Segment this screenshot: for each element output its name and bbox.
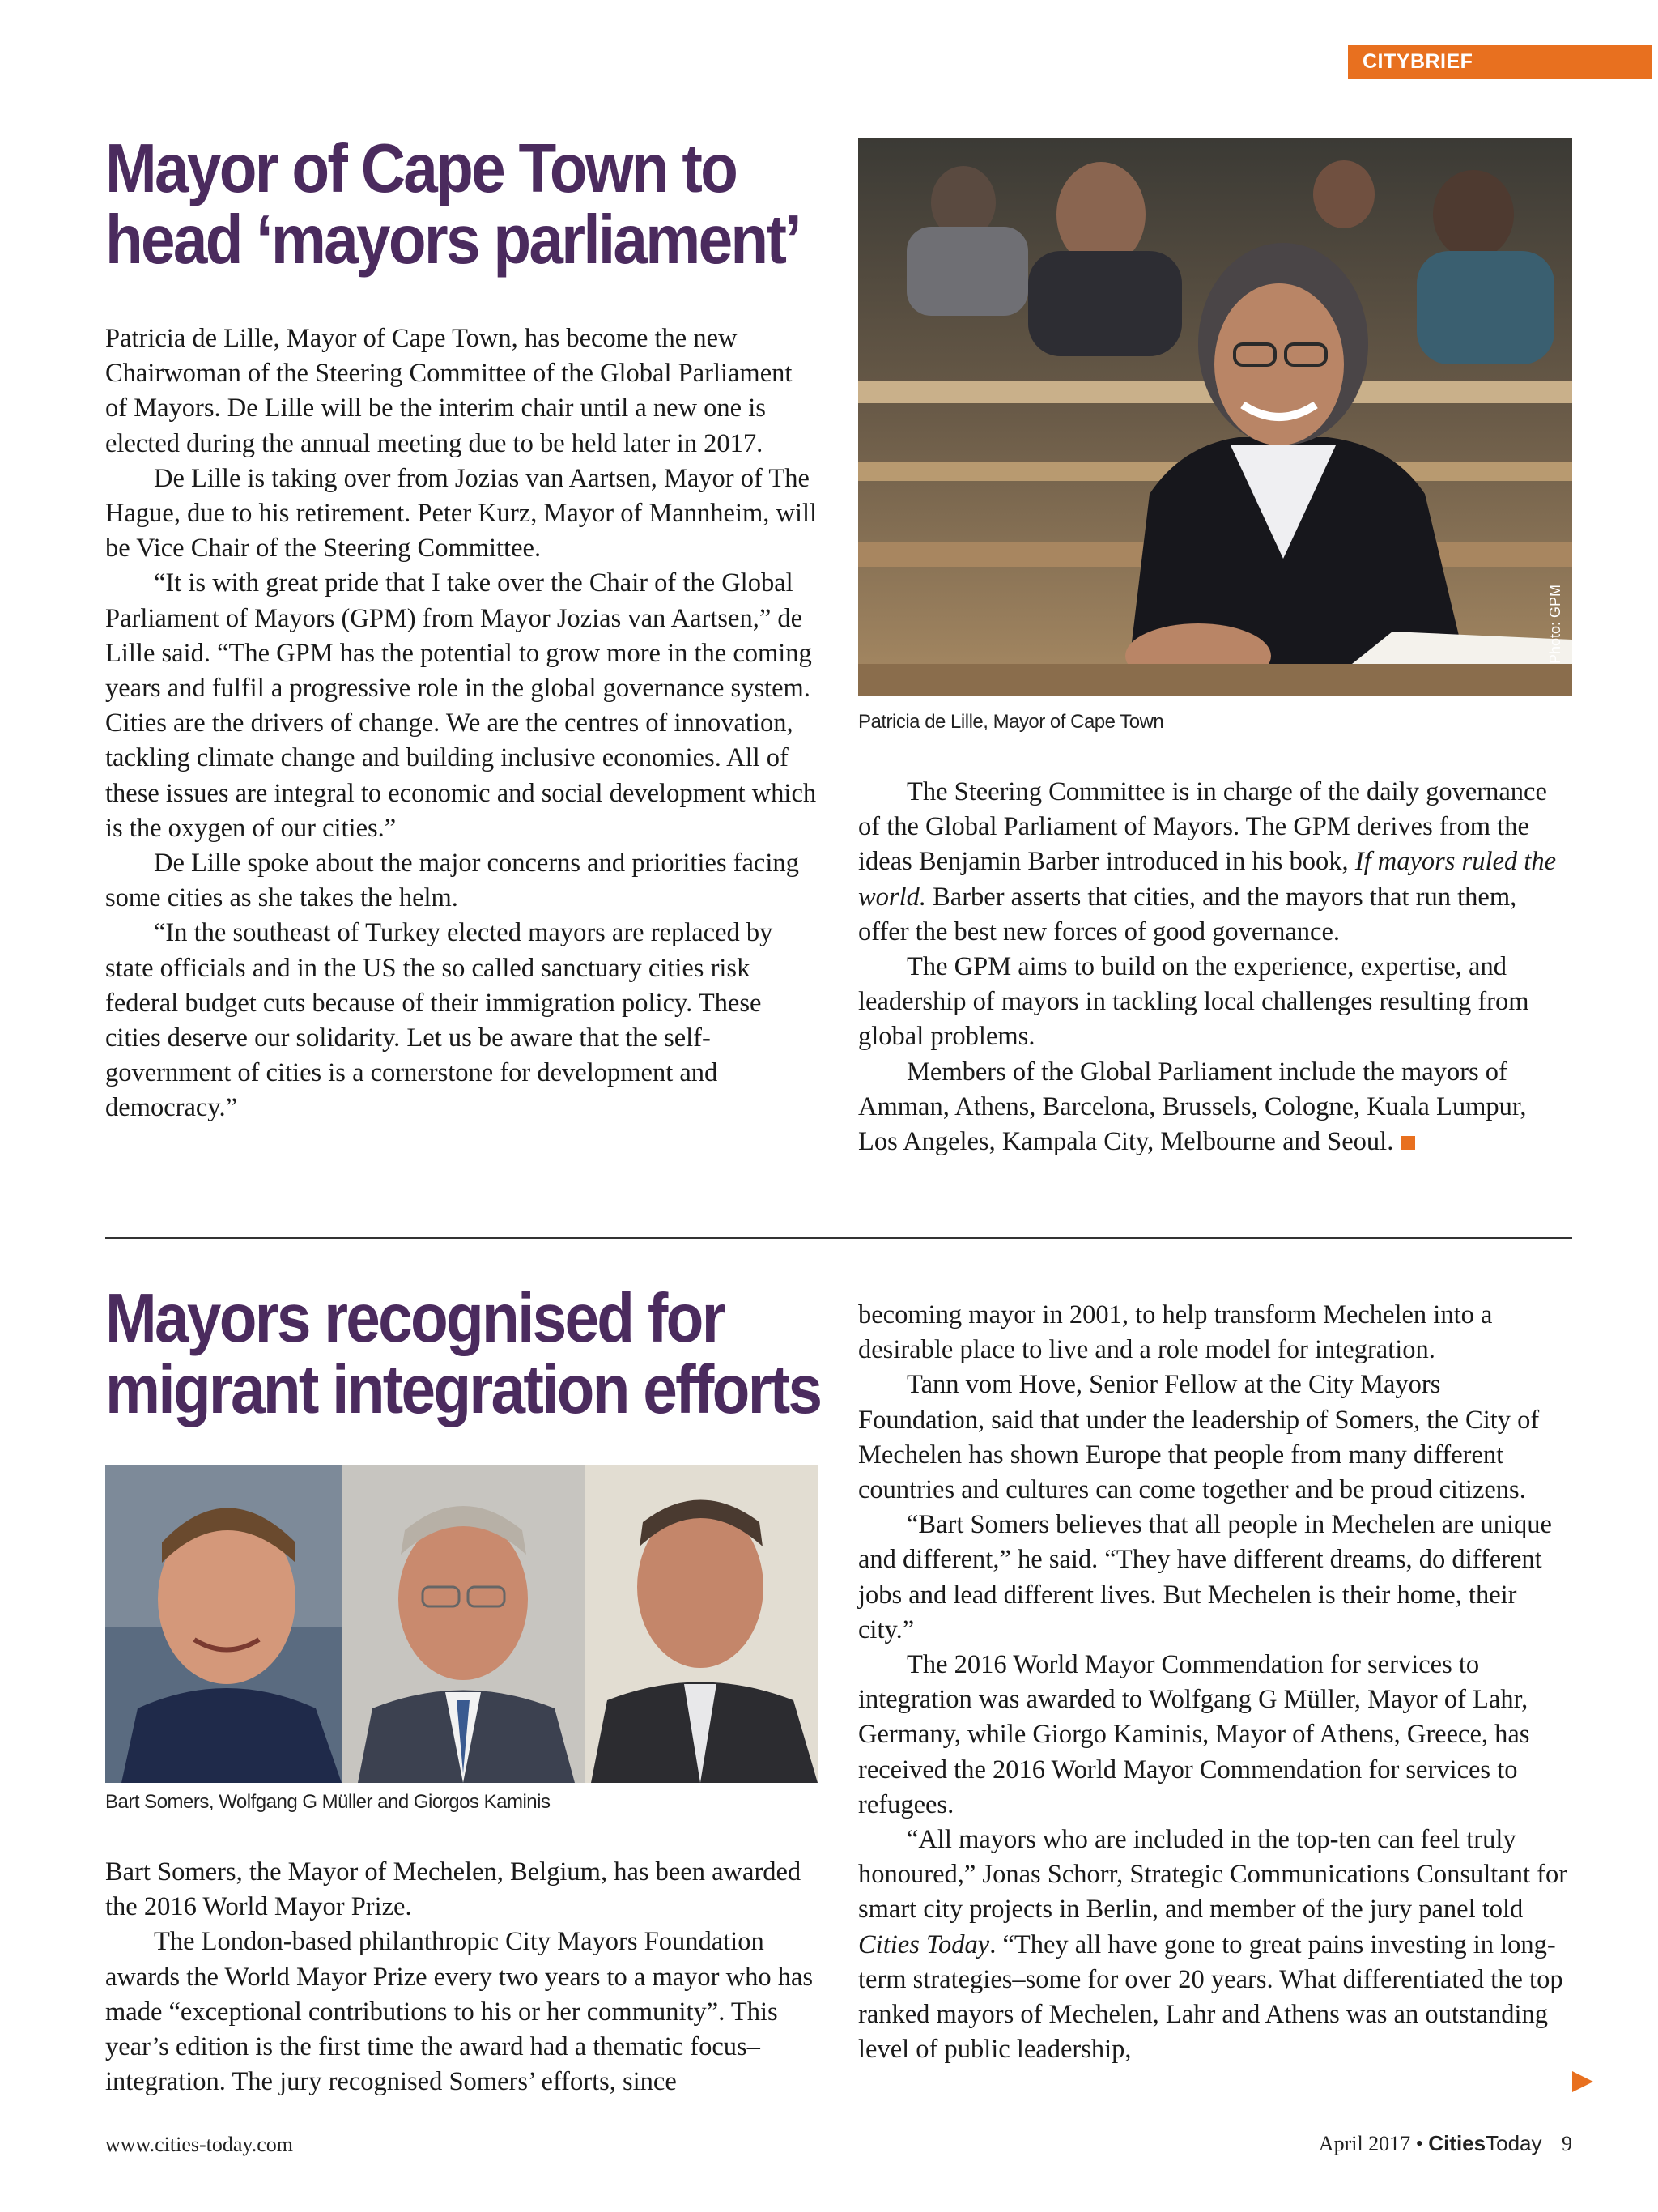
page-number: 9 <box>1562 2132 1572 2155</box>
article-divider <box>105 1237 1572 1239</box>
article1-paragraph: “In the southeast of Turkey elected mayors are replaced by state officials and in the US the so called sanctuary cities risk federal budget cuts because of their immigration policy. These cities deserve our solidarity. Let us be aware that the self-government of cities is a cornerstone for development and democracy.” <box>105 918 773 1123</box>
footer-brand <box>1428 2131 1541 2155</box>
article1-paragraph: De Lille spoke about the major concerns and priorities facing some cities as she takes the helm. <box>105 849 799 913</box>
article2-paragraph: The 2016 World Mayor Commendation for services to integration was awarded to Wolfgang G Müller, Mayor of Lahr, Germany, while Giorgo Kaminis, Mayor of Athens, Greece, has received the 2016 World Mayor Commendation for services to refugees. <box>858 1650 1530 1819</box>
brand-bold: Cities <box>1428 2131 1486 2155</box>
article1-paragraph <box>858 775 1571 950</box>
footer-date: April 2017 <box>1318 2132 1411 2155</box>
article2-column1 <box>105 1855 818 2099</box>
text-run: “All mayors who are included in the top-ten can feel truly honoured,” Jonas Schorr, Strategic Communications Consultant for smart city projects in Berlin, and member of the jury panel told <box>858 1825 1568 1925</box>
text-run: . “They all have gone to great pains investing in long-term strategies–some for over 20 years. What differentiated the top ranked mayors of Mechelen, Lahr and Athens was an outstanding level of public leadership, <box>858 1929 1563 2065</box>
article2-paragraph <box>858 1823 1571 2067</box>
article1-paragraph: The GPM aims to build on the experience, expertise, and leadership of mayors in tackling local challenges resulting from global problems. <box>858 952 1529 1052</box>
article2-paragraph: Bart Somers, the Mayor of Mechelen, Belgium, has been awarded the 2016 World Mayor Prize. <box>105 1857 801 1922</box>
article2-headline <box>105 1280 900 1428</box>
photo-credit: Photo: GPM <box>1547 584 1563 664</box>
article1-headline-line2: head ‘mayors parliament’ <box>105 202 800 279</box>
article1-photo-caption: Patricia de Lille, Mayor of Cape Town <box>858 711 1164 733</box>
brand-light: Today <box>1486 2131 1542 2155</box>
text-run: Members of the Global Parliament include the mayors of Amman, Athens, Barcelona, Brussels, Cologne, Kuala Lumpur, Los Angeles, Kampala City, Melbourne and Seoul. <box>858 1057 1527 1157</box>
article1-paragraph <box>858 1055 1571 1160</box>
article1-column2 <box>858 775 1571 1159</box>
article2-column2 <box>858 1298 1571 2067</box>
text-run: Barber asserts that cities, and the mayors that run them, offer the best new forces of good governance. <box>858 882 1517 946</box>
article1-headline <box>105 130 877 279</box>
article2-photo <box>105 1465 818 1783</box>
article1-photo <box>858 138 1572 696</box>
article2-paragraph: The London-based philanthropic City Mayors Foundation awards the World Mayor Prize every two years to a mayor who has made “exceptional contributions to his or her community”. This year’s edition is the first time the award had a thematic focus–integration. The jury recognised Somers’ efforts, since <box>105 1927 814 2097</box>
footer-right <box>1319 2131 1572 2156</box>
end-of-article-icon <box>1401 1136 1415 1150</box>
article1-column1 <box>105 321 818 1126</box>
publication-name: Cities Today <box>858 1929 990 1959</box>
three-mayors-portrait-illustration <box>105 1465 818 1783</box>
section-tag: CITYBRIEF <box>1348 45 1652 79</box>
article2-headline-line2: migrant integration efforts <box>105 1351 821 1428</box>
footer-website: www.cities-today.com <box>105 2133 294 2156</box>
article1-headline-line1: Mayor of Cape Town to <box>105 130 737 207</box>
book-title: If mayors ruled the world. <box>858 847 1556 912</box>
article2-paragraph: “Bart Somers believes that all people in Mechelen are unique and different,” he said. “They have different dreams, do different jobs and lead different lives. But Mechelen is their home, their city.” <box>858 1510 1552 1644</box>
article1-paragraph: Patricia de Lille, Mayor of Cape Town, has become the new Chairwoman of the Steering Committee of the Global Parliament of Mayors. De Lille will be the interim chair until a new one is elected during the annual meeting due to be held later in 2017. <box>105 324 793 458</box>
footer-bullet: • <box>1415 2132 1423 2155</box>
text-run: The Steering Committee is in charge of the daily governance of the Global Parliament of Mayors. The GPM derives from the ideas Benjamin Barber introduced in his book, <box>858 777 1547 877</box>
article2-paragraph: Tann vom Hove, Senior Fellow at the City Mayors Foundation, said that under the leadership of Somers, the City of Mechelen has shown Europe that people from many different countries and cultures can come together and be proud citizens. <box>858 1370 1540 1505</box>
article2-headline-line1: Mayors recognised for <box>105 1280 724 1357</box>
article1-paragraph: De Lille is taking over from Jozias van Aartsen, Mayor of The Hague, due to his retirement. Peter Kurz, Mayor of Mannheim, will be Vice Chair of the Steering Committee. <box>105 463 818 564</box>
continue-arrow-icon <box>1571 2069 1595 2094</box>
de-lille-portrait-illustration <box>858 138 1572 696</box>
article1-paragraph: “It is with great pride that I take over the Chair of the Global Parliament of Mayors (GPM) from Mayor Jozias van Aartsen,” de Lille said. “The GPM has the potential to grow more in the coming years and fulfil a progressive role in the global governance system. Cities are the drivers of change. We are the centres of innovation, tackling climate change and building inclusive economies. All of these issues are integral to economic and social development which is the oxygen of our cities.” <box>105 568 817 843</box>
article2-photo-caption: Bart Somers, Wolfgang G Müller and Giorgos Kaminis <box>105 1791 551 1813</box>
article2-paragraph: becoming mayor in 2001, to help transform Mechelen into a desirable place to live and a role model for integration. <box>858 1300 1493 1365</box>
